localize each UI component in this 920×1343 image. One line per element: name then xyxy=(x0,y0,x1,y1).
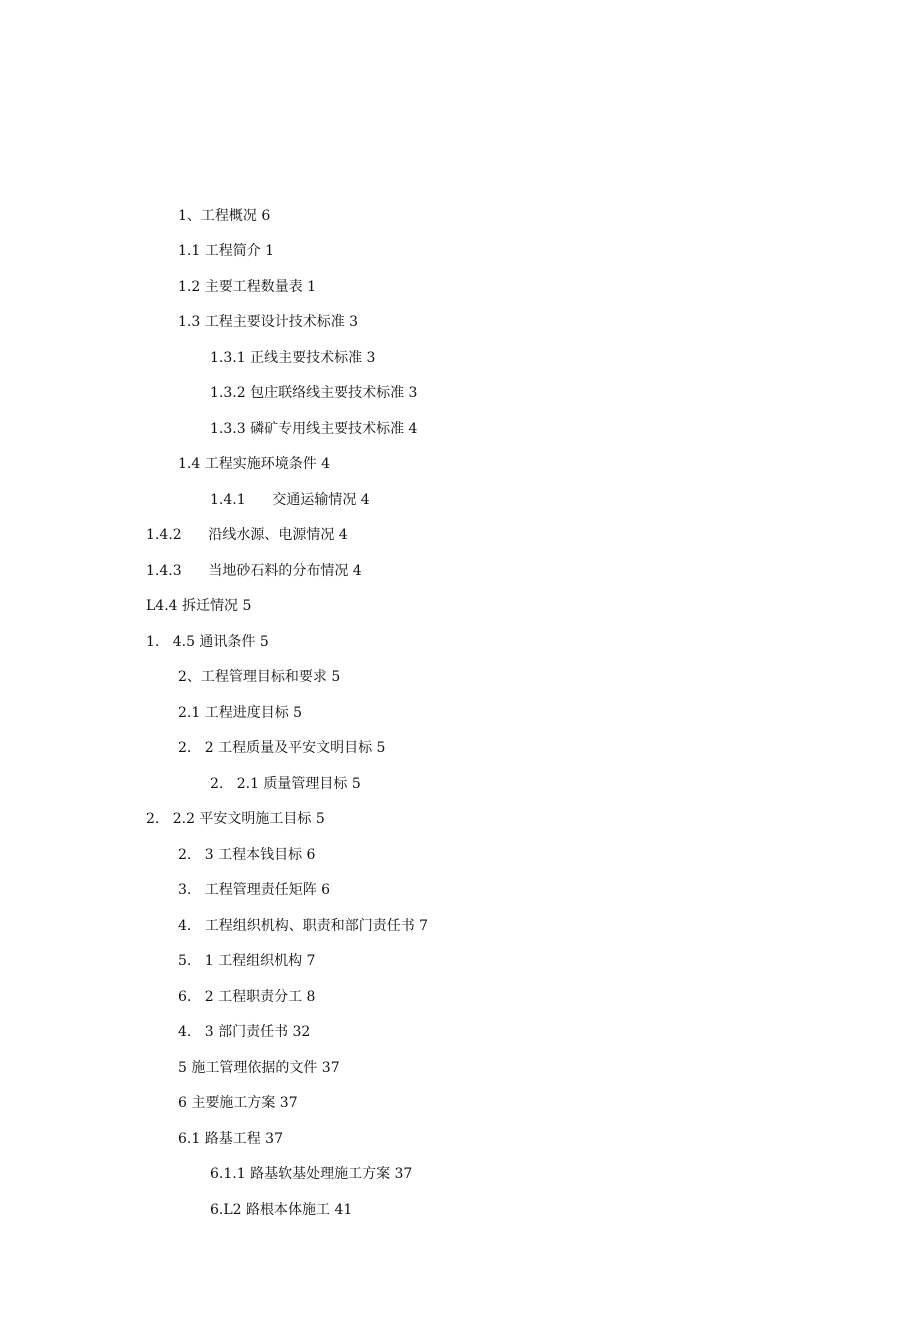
toc-entry-2-2-1: 2. 2.1 质量管理目标 5 xyxy=(210,776,361,792)
toc-entry-1-4-3: 1.4.3 当地砂石料的分布情况 4 xyxy=(146,563,362,579)
toc-entry-4-3: 4. 3 部门责任书 32 xyxy=(178,1024,311,1040)
toc-entry-1-3-2: 1.3.2 包庄联络线主要技术标准 3 xyxy=(210,385,418,401)
toc-entry-3: 3. 工程管理责任矩阵 6 xyxy=(178,882,331,898)
toc-entry-1-4-1: 1.4.1 交通运输情况 4 xyxy=(210,492,370,508)
toc-entry-6-1-2: 6.L2 路根本体施工 41 xyxy=(210,1202,353,1218)
toc-entry-1-1: 1.1 工程简介 1 xyxy=(178,243,275,259)
toc-entry-1-4-2: 1.4.2 沿线水源、电源情况 4 xyxy=(146,527,348,543)
toc-entry-1-4-4: L4.4 拆迁情况 5 xyxy=(146,598,252,614)
toc-entry-1-3: 1.3 工程主要设计技术标准 3 xyxy=(178,314,359,330)
toc-entry-1-4-5: 1. 4.5 通讯条件 5 xyxy=(146,634,269,650)
toc-entry-2-2-2: 2. 2.2 平安文明施工目标 5 xyxy=(146,811,325,827)
toc-entry-6-1-1: 6.1.1 路基软基处理施工方案 37 xyxy=(210,1166,413,1182)
toc-entry-1-3-1: 1.3.1 正线主要技术标准 3 xyxy=(210,350,376,366)
toc-entry-1-3-3: 1.3.3 磷矿专用线主要技术标准 4 xyxy=(210,421,418,437)
toc-entry-1-4: 1.4 工程实施环境条件 4 xyxy=(178,456,331,472)
toc-entry-5: 5 施工管理依据的文件 37 xyxy=(178,1060,340,1076)
toc-entry-1: 1、工程概况 6 xyxy=(178,208,271,224)
toc-entry-6-1: 6.1 路基工程 37 xyxy=(178,1131,283,1147)
toc-entry-2-3: 2. 3 工程本钱目标 6 xyxy=(178,847,316,863)
toc-entry-2-2: 2. 2 工程质量及平安文明目标 5 xyxy=(178,740,386,756)
toc-entry-4-2: 6. 2 工程职责分工 8 xyxy=(178,989,316,1005)
toc-entry-4-1: 5. 1 工程组织机构 7 xyxy=(178,953,316,969)
toc-entry-1-2: 1.2 主要工程数量表 1 xyxy=(178,279,317,295)
toc-entry-4: 4. 工程组织机构、职责和部门责任书 7 xyxy=(178,918,429,934)
toc-entry-2: 2、工程管理目标和要求 5 xyxy=(178,669,341,685)
toc-entry-6: 6 主要施工方案 37 xyxy=(178,1095,298,1111)
toc-entry-2-1: 2.1 工程进度目标 5 xyxy=(178,705,303,721)
